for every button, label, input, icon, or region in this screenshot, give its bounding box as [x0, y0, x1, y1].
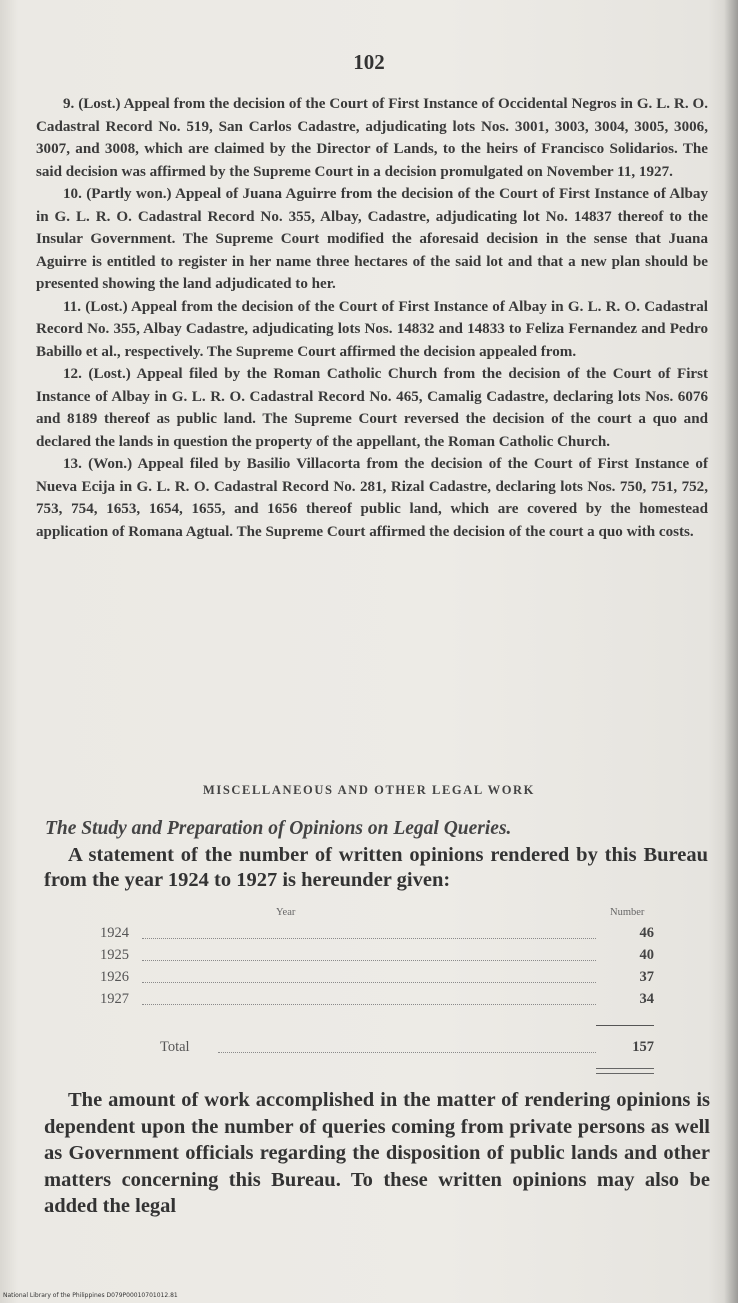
total-label: Total: [160, 1039, 190, 1055]
dot-leader: [218, 1052, 596, 1053]
double-rule-top: [596, 1068, 654, 1069]
intro-text: A statement of the number of written opinions rendered by this Bureau from the year 1924 to 1927 is hereunder given:: [44, 844, 708, 891]
scan-footer: National Library of the Philippines D079P00010701012.81: [3, 1292, 178, 1299]
appeal-paragraph-12: 12. (Lost.) Appeal filed by the Roman Catholic Church from the decision of the Court of First Instance of Albay in G. L. R. O. Cadastral Record No. 465, Camalig Cadastre, declaring lots Nos. 6076 and 8189 thereof as public land. The Supreme Court reversed the decision of the court a quo and declared the lands in question the property of the appellant, the Roman Catholic Church.: [36, 366, 708, 450]
row-year: 1927: [100, 991, 129, 1007]
row-year: 1925: [100, 947, 129, 963]
row-year: 1926: [100, 969, 129, 985]
closing-text: The amount of work accomplished in the matter of rendering opinions is dependent upon the number of queries coming from private persons as well as Government officials regarding the disposition of public lands and other matters concerning this Bureau. To these written opinions may also be added the legal: [44, 1089, 710, 1217]
intro-paragraph: [44, 843, 708, 893]
appeals-list: [36, 93, 708, 543]
table-total-row: [160, 1039, 656, 1061]
page-edge-shadow: [724, 0, 738, 1303]
appeal-paragraph-9: 9. (Lost.) Appeal from the decision of the Court of First Instance of Occidental Negros in G. L. R. O. Cadastral Record No. 519, San Carlos Cadastre, adjudicating lots Nos. 3001, 3003, 3004, 3005, 3006, 3007, and 3008, which are claimed by the Director of Lands, to the heirs of Francisco Solidarios. The said decision was affirmed by the Supreme Court in a decision promulgated on November 11, 1927.: [36, 96, 708, 180]
appeal-paragraph-10: 10. (Partly won.) Appeal of Juana Aguirre from the decision of the Court of First Instance of Albay in G. L. R. O. Cadastral Record No. 355, Albay, Cadastre, adjudicating lot No. 14837 thereof to the Insular Government. The Supreme Court modified the aforesaid decision in the sense that Juana Aguirre is entitled to register in her name three hectares of the said lot and that a new plan should be presented showing the land adjudicated to her.: [36, 186, 708, 292]
table-row: [100, 925, 656, 947]
appeal-paragraph-13: 13. (Won.) Appeal filed by Basilio Villacorta from the decision of the Court of First Instance of Nueva Ecija in G. L. R. O. Cadastral Record No. 281, Rizal Cadastre, declaring lots Nos. 750, 751, 752, 753, 754, 1653, 1654, 1655, and 1656 thereof public land, which are covered by the homestead application of Romana Agtual. The Supreme Court affirmed the decision of the court a quo with costs.: [36, 456, 708, 540]
row-number: 34: [639, 991, 654, 1007]
closing-paragraph: [44, 1087, 710, 1220]
row-number: 37: [639, 969, 654, 985]
sum-rule: [596, 1025, 654, 1026]
row-number: 46: [639, 925, 654, 941]
dot-leader: [142, 960, 596, 961]
section-subheading: The Study and Preparation of Opinions on Legal Queries.: [45, 818, 512, 839]
dot-leader: [142, 982, 596, 983]
dot-leader: [142, 1004, 596, 1005]
double-rule-bottom: [596, 1073, 654, 1074]
appeal-paragraph-11: 11. (Lost.) Appeal from the decision of the Court of First Instance of Albay in G. L. R. O. Cadastral Record No. 355, Albay Cadastre, adjudicating lots Nos. 14832 and 14833 to Feliza Fernandez and Pedro Babillo et al., respectively. The Supreme Court affirmed the decision appealed from.: [36, 298, 708, 360]
table-row: [100, 991, 656, 1013]
row-number: 40: [639, 947, 654, 963]
table-row: [100, 969, 656, 991]
page-number: 102: [353, 50, 385, 74]
table-header-year: Year: [276, 907, 296, 918]
section-heading: MISCELLANEOUS AND OTHER LEGAL WORK: [202, 783, 535, 797]
dot-leader: [142, 938, 596, 939]
total-value: 157: [632, 1039, 654, 1055]
table-header-number: Number: [610, 907, 645, 918]
row-year: 1924: [100, 925, 129, 941]
table-row: [100, 947, 656, 969]
